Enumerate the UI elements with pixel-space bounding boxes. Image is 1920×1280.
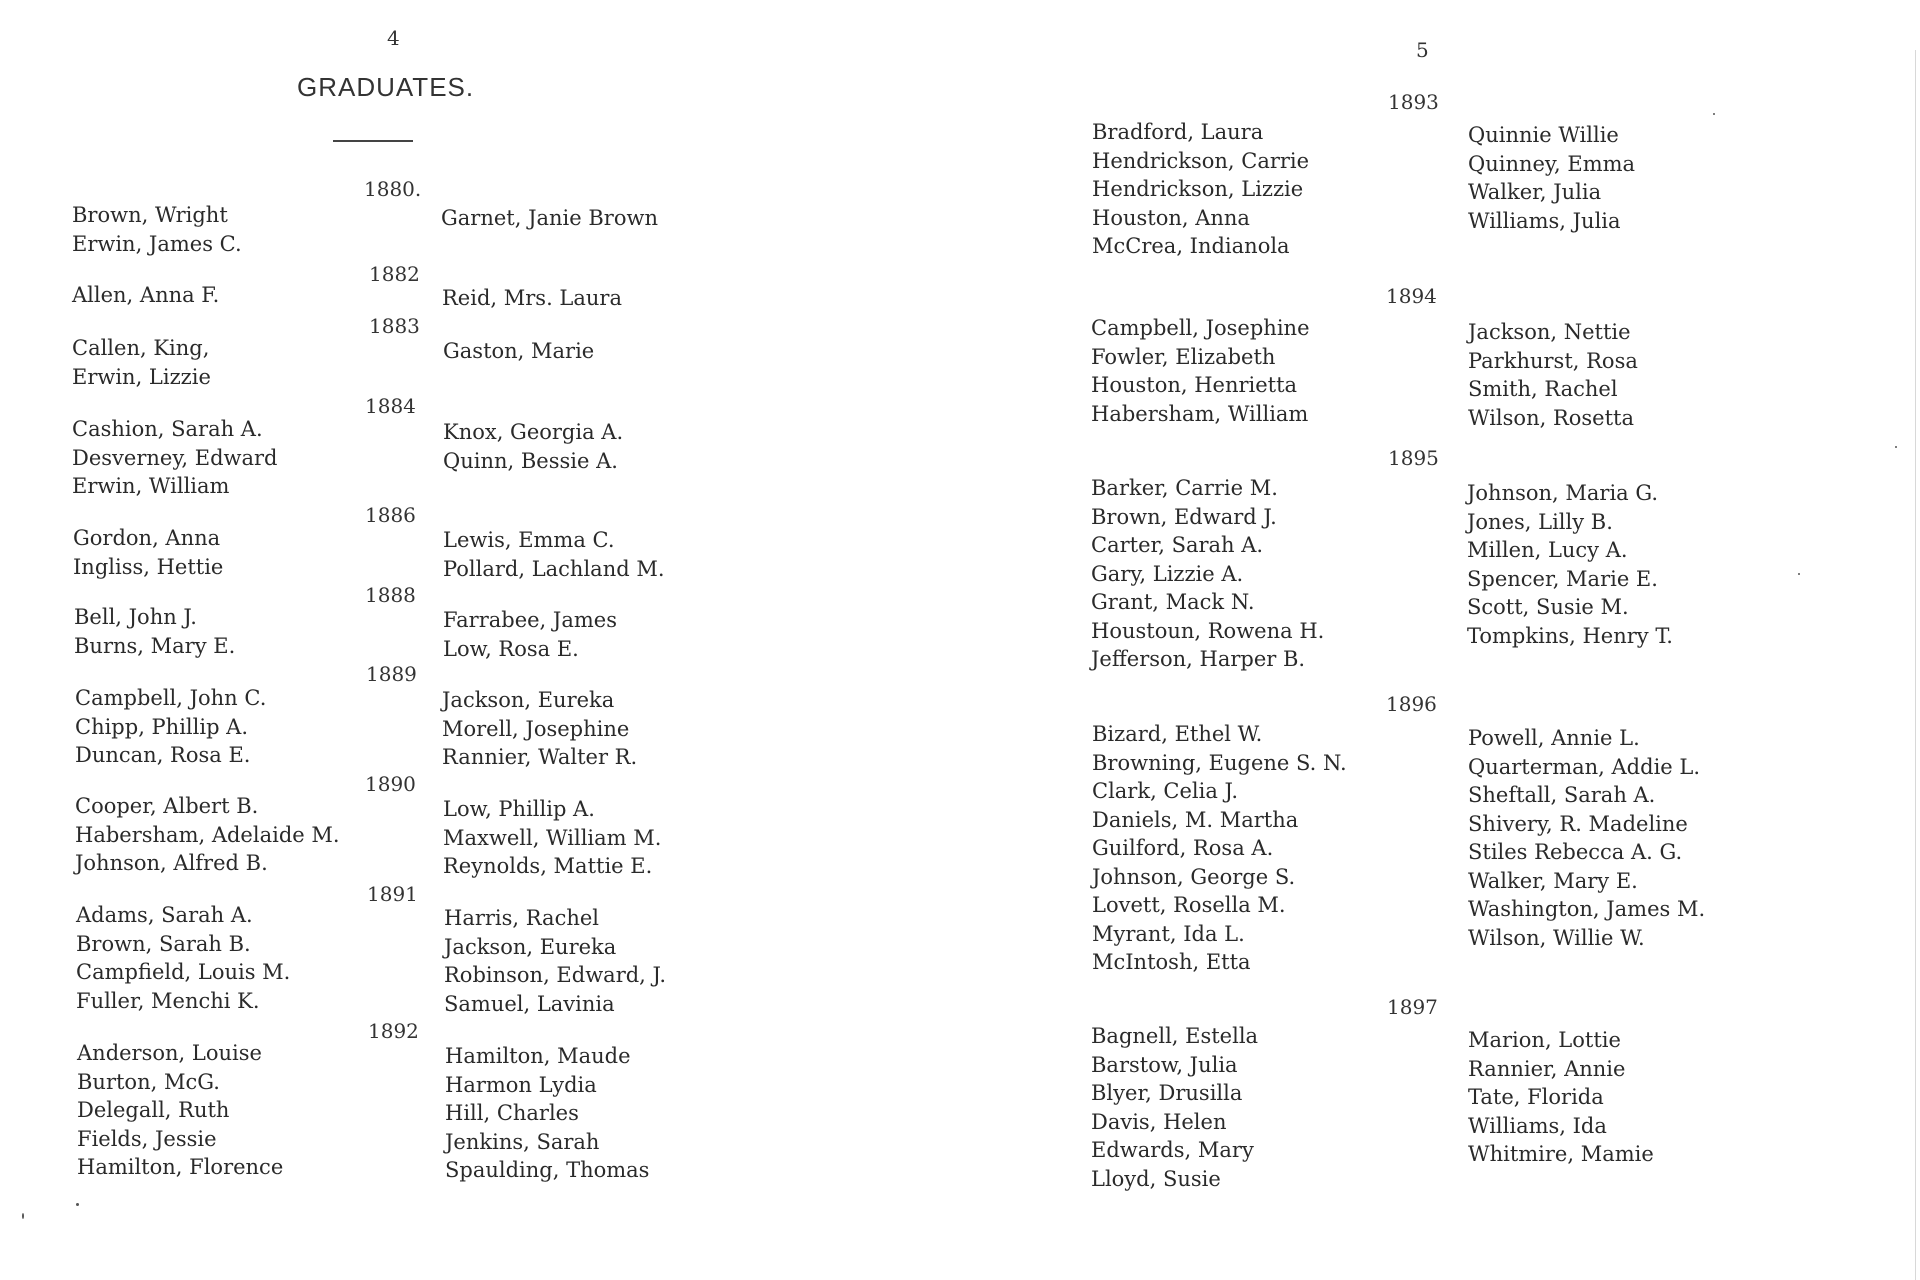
year-heading-1880: 1880.: [364, 177, 422, 201]
year-heading-1895: 1895: [1388, 446, 1439, 470]
title-divider: [333, 140, 413, 142]
graduate-name: Johnson, Maria G.: [1467, 481, 1659, 505]
right-page: [950, 0, 1920, 1280]
graduate-name: Reynolds, Mattie E.: [443, 854, 653, 878]
graduate-name: Rannier, Annie: [1468, 1056, 1626, 1081]
graduate-name: Myrant, Ida L.: [1092, 921, 1245, 946]
graduate-name: Powell, Annie L.: [1468, 726, 1640, 750]
graduate-name: Walker, Julia: [1468, 180, 1602, 204]
graduate-name: Habersham, William: [1091, 401, 1309, 426]
graduate-name: Hendrickson, Lizzie: [1092, 177, 1304, 201]
year-heading-1896: 1896: [1386, 692, 1437, 716]
graduate-name: Whitmire, Mamie: [1468, 1142, 1654, 1166]
graduate-name: Carter, Sarah A.: [1091, 533, 1264, 557]
names-right-1884: [443, 418, 623, 475]
graduate-name: Grant, Mack N.: [1091, 590, 1255, 614]
year-heading-1893: 1893: [1388, 90, 1439, 114]
page-number: 4: [387, 26, 400, 50]
graduate-name: Low, Phillip A.: [443, 797, 595, 821]
graduate-name: Harmon Lydia: [445, 1072, 597, 1097]
names-left-1890: [75, 792, 340, 878]
graduate-name: Parkhurst, Rosa: [1468, 348, 1638, 373]
graduate-name: Spaulding, Thomas: [445, 1158, 650, 1182]
names-right-1895: [1467, 479, 1673, 650]
graduate-name: Millen, Lucy A.: [1467, 538, 1628, 562]
graduate-name: Quinney, Emma: [1468, 151, 1636, 176]
graduate-name: Erwin, William: [72, 474, 230, 498]
graduate-name: Houston, Anna: [1092, 205, 1250, 230]
names-left-1882: [72, 281, 219, 310]
graduate-name: Robinson, Edward, J.: [444, 963, 666, 987]
names-right-1888: [443, 606, 617, 663]
names-left-1886: [73, 524, 223, 581]
graduate-name: Burton, McG.: [77, 1069, 220, 1094]
graduate-name: Fields, Jessie: [77, 1126, 217, 1151]
graduate-name: Bagnell, Estella: [1091, 1024, 1259, 1048]
names-right-1897: [1468, 1026, 1654, 1169]
graduate-name: Wilson, Rosetta: [1468, 405, 1635, 430]
year-heading-1890: 1890: [365, 772, 416, 796]
graduate-name: Morell, Josephine: [442, 716, 630, 741]
page-edge-line: [1915, 50, 1916, 1280]
names-left-1880: [72, 201, 242, 258]
graduate-name: Jones, Lilly B.: [1467, 509, 1613, 534]
graduate-name: Marion, Lottie: [1468, 1028, 1621, 1052]
names-left-1895: [1091, 474, 1324, 674]
names-left-1888: [74, 603, 235, 660]
names-right-1892: [445, 1042, 649, 1185]
names-left-1883: [72, 334, 211, 391]
year-heading-1892: 1892: [368, 1019, 419, 1043]
scan-speck: [76, 1203, 79, 1206]
graduate-name: Barstow, Julia: [1091, 1052, 1238, 1077]
graduate-name: Spencer, Marie E.: [1467, 566, 1658, 591]
graduate-name: Harris, Rachel: [444, 906, 599, 930]
graduate-name: Samuel, Lavinia: [444, 991, 615, 1016]
graduate-name: Habersham, Adelaide M.: [75, 822, 340, 847]
graduate-name: Duncan, Rosa E.: [75, 743, 251, 767]
graduate-name: Jackson, Eureka: [442, 688, 615, 712]
graduate-name: Anderson, Louise: [77, 1041, 262, 1065]
graduate-name: Tompkins, Henry T.: [1467, 623, 1673, 648]
graduate-name: Bell, John J.: [74, 605, 197, 629]
graduate-name: Washington, James M.: [1468, 897, 1706, 921]
graduate-name: Gary, Lizzie A.: [1091, 561, 1244, 586]
graduate-name: Campbell, John C.: [75, 686, 267, 710]
graduate-name: Houstoun, Rowena H.: [1091, 618, 1325, 643]
graduate-name: Hill, Charles: [445, 1101, 579, 1125]
graduate-name: Garnet, Janie Brown: [441, 206, 658, 230]
names-left-1891: [76, 901, 290, 1015]
graduate-name: Brown, Sarah B.: [76, 931, 251, 956]
graduate-name: Adams, Sarah A.: [76, 903, 253, 927]
names-right-1896: [1468, 724, 1705, 952]
graduate-name: Gordon, Anna: [73, 526, 221, 550]
graduate-name: Guilford, Rosa A.: [1092, 836, 1274, 860]
year-heading-1891: 1891: [367, 882, 418, 906]
graduate-name: Bizard, Ethel W.: [1092, 722, 1263, 746]
names-right-1889: [442, 686, 637, 772]
graduate-name: Erwin, James C.: [72, 231, 242, 256]
graduate-name: Reid, Mrs. Laura: [442, 286, 622, 310]
names-right-1883: [443, 337, 594, 366]
graduate-name: Hendrickson, Carrie: [1092, 148, 1310, 173]
graduate-name: Desverney, Edward: [72, 445, 278, 470]
graduate-name: Fowler, Elizabeth: [1091, 344, 1276, 369]
graduate-name: Maxwell, William M.: [443, 825, 662, 850]
graduate-name: Callen, King,: [72, 336, 210, 360]
graduate-name: Scott, Susie M.: [1467, 595, 1629, 619]
graduate-name: Brown, Wright: [72, 203, 228, 227]
graduate-name: Jenkins, Sarah: [445, 1129, 600, 1154]
graduate-name: Edwards, Mary: [1091, 1138, 1254, 1162]
graduate-name: Shivery, R. Madeline: [1468, 811, 1688, 836]
graduate-name: Rannier, Walter R.: [442, 745, 638, 769]
graduate-name: Burns, Mary E.: [74, 633, 236, 658]
scan-speck: [22, 1213, 24, 1219]
year-heading-1883: 1883: [369, 314, 420, 338]
names-right-1880: [441, 204, 658, 233]
names-right-1882: [442, 284, 622, 313]
year-heading-1886: 1886: [365, 503, 416, 527]
year-heading-1882: 1882: [369, 262, 420, 286]
graduate-name: Campbell, Josephine: [1091, 316, 1310, 340]
graduate-name: Campfield, Louis M.: [76, 960, 291, 984]
graduate-name: Jackson, Nettie: [1468, 320, 1631, 344]
names-right-1890: [443, 795, 661, 881]
graduate-name: Delegall, Ruth: [77, 1098, 230, 1122]
names-left-1884: [72, 415, 278, 501]
scan-speck: [1798, 573, 1800, 575]
year-heading-1897: 1897: [1387, 995, 1438, 1019]
names-left-1892: [77, 1039, 283, 1182]
graduate-name: Hamilton, Maude: [445, 1044, 631, 1068]
graduate-name: Wilson, Willie W.: [1468, 925, 1645, 950]
names-right-1886: [443, 526, 665, 583]
graduate-name: Pollard, Lachland M.: [443, 556, 665, 581]
graduate-name: Brown, Edward J.: [1091, 504, 1277, 529]
scan-speck: [1895, 446, 1897, 448]
graduate-name: Farrabee, James: [443, 608, 617, 632]
graduate-name: Lloyd, Susie: [1091, 1166, 1221, 1191]
graduate-name: Lewis, Emma C.: [443, 528, 615, 552]
graduate-name: Quarterman, Addie L.: [1468, 754, 1701, 779]
names-right-1894: [1468, 318, 1638, 432]
graduate-name: Knox, Georgia A.: [443, 420, 624, 444]
names-left-1889: [75, 684, 266, 770]
graduate-name: Fuller, Menchi K.: [76, 988, 260, 1013]
graduate-name: Ingliss, Hettie: [73, 554, 224, 579]
graduate-name: Cooper, Albert B.: [75, 794, 259, 818]
graduate-name: Lovett, Rosella M.: [1092, 893, 1286, 917]
names-left-1894: [1091, 314, 1310, 428]
graduate-name: Cashion, Sarah A.: [72, 417, 263, 441]
graduate-name: Low, Rosa E.: [443, 636, 579, 661]
graduate-name: Sheftall, Sarah A.: [1468, 783, 1656, 807]
graduate-name: Browning, Eugene S. N.: [1092, 750, 1347, 775]
graduate-name: Bradford, Laura: [1092, 120, 1264, 144]
graduate-name: Hamilton, Florence: [77, 1155, 284, 1179]
graduate-name: Quinn, Bessie A.: [443, 448, 618, 473]
graduate-name: McIntosh, Etta: [1092, 950, 1251, 974]
graduate-name: Walker, Mary E.: [1468, 868, 1638, 893]
graduate-name: Williams, Julia: [1468, 208, 1621, 233]
graduate-name: Quinnie Willie: [1468, 123, 1619, 147]
scan-speck: [1713, 113, 1715, 115]
graduate-name: McCrea, Indianola: [1092, 234, 1290, 258]
names-left-1893: [1092, 118, 1309, 261]
graduate-name: Johnson, Alfred B.: [75, 851, 268, 875]
graduate-name: Davis, Helen: [1091, 1109, 1227, 1134]
graduate-name: Johnson, George S.: [1092, 864, 1296, 889]
year-heading-1888: 1888: [365, 583, 416, 607]
graduate-name: Stiles Rebecca A. G.: [1468, 840, 1683, 864]
page-number: 5: [1416, 38, 1429, 62]
graduate-name: Jefferson, Harper B.: [1091, 647, 1306, 671]
year-heading-1894: 1894: [1386, 284, 1437, 308]
year-heading-1889: 1889: [366, 662, 417, 686]
year-heading-1884: 1884: [365, 394, 416, 418]
names-left-1897: [1091, 1022, 1258, 1193]
graduate-name: Williams, Ida: [1468, 1113, 1607, 1138]
page-title: GRADUATES.: [297, 72, 475, 102]
left-page: [0, 0, 950, 1280]
graduate-name: Houston, Henrietta: [1091, 373, 1298, 397]
graduate-name: Tate, Florida: [1468, 1085, 1604, 1109]
graduate-name: Allen, Anna F.: [72, 283, 220, 307]
graduate-name: Chipp, Phillip A.: [75, 714, 249, 739]
graduate-name: Gaston, Marie: [443, 339, 595, 363]
graduate-name: Smith, Rachel: [1468, 377, 1618, 401]
names-left-1896: [1092, 720, 1347, 977]
graduate-name: Jackson, Eureka: [444, 934, 617, 959]
names-right-1891: [444, 904, 666, 1018]
graduate-name: Barker, Carrie M.: [1091, 476, 1278, 500]
graduate-name: Clark, Celia J.: [1092, 779, 1239, 803]
graduate-name: Daniels, M. Martha: [1092, 807, 1299, 832]
names-right-1893: [1468, 121, 1635, 235]
graduate-name: Erwin, Lizzie: [72, 364, 211, 389]
graduate-name: Blyer, Drusilla: [1091, 1081, 1243, 1105]
